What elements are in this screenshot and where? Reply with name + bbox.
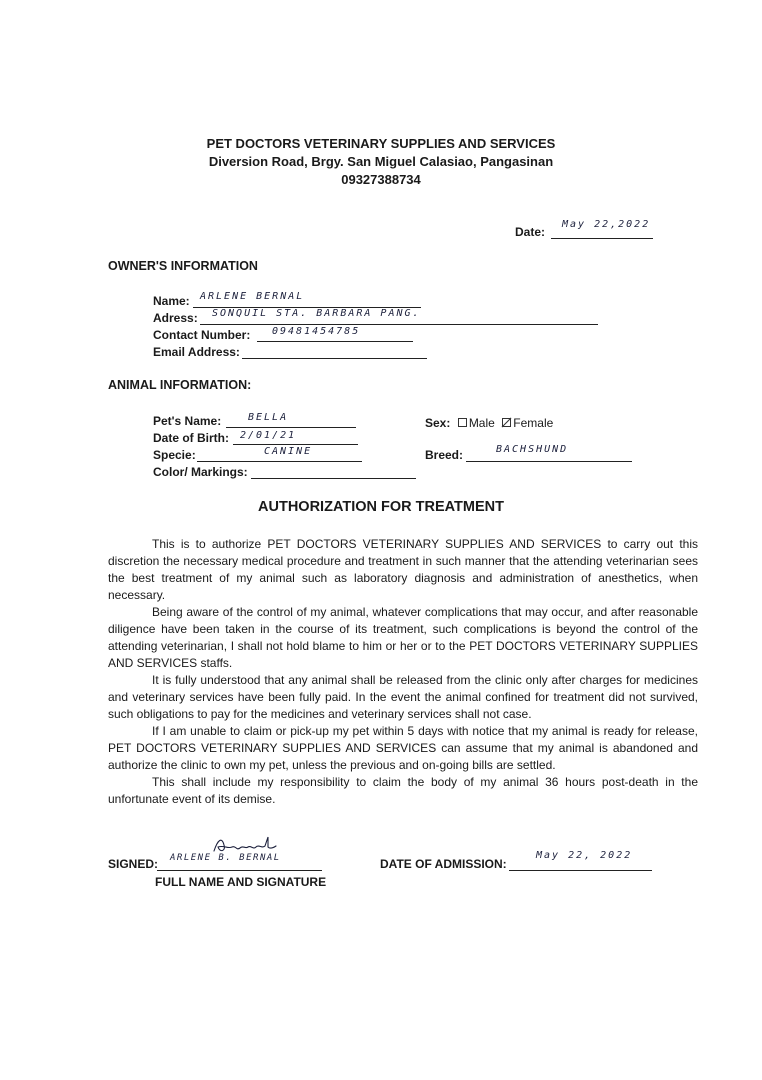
- dob-value: 2/01/21: [240, 430, 297, 441]
- pet-name-value: BELLA: [248, 412, 289, 423]
- clinic-name: PET DOCTORS VETERINARY SUPPLIES AND SERVICES: [206, 136, 556, 151]
- owner-section-title: OWNER'S INFORMATION: [108, 259, 258, 273]
- breed-label: Breed:: [425, 448, 464, 462]
- authorization-paragraph: This shall include my responsibility to claim the body of my animal 36 hours post-death in the unfortunate event of its demise.: [108, 775, 698, 806]
- owner-email-line: [242, 358, 427, 359]
- signed-label: SIGNED:: [108, 857, 159, 871]
- signature-line: [157, 870, 322, 871]
- authorization-paragraph: It is fully understood that any animal shall be released from the clinic only after charges for medicines and veterinary services have been fully paid. In the event the animal confined for treatment did not survived, such obligations to pay for the medicines and veterinary services shall not case.: [108, 673, 698, 721]
- sex-female-checkbox[interactable]: [502, 418, 511, 427]
- authorization-paragraph: This is to authorize PET DOCTORS VETERINARY SUPPLIES AND SERVICES to carry out this discretion the necessary medical procedure and treatment in such manner that the attending veterinarian sees the best treatment of my animal such as laboratory diagnosis and administration of anesthetics, when necessary.: [108, 537, 698, 602]
- admission-line: [509, 870, 652, 871]
- authorization-paragraph: Being aware of the control of my animal, whatever complications that may occur, and after reasonable diligence have been taken in the course of its treatment, such complications is beyond the control of the attending veterinarian, I shall not hold blame to him or her or to the PET DOCTORS VETERINARY SUPPLIES AND SERVICES staffs.: [108, 605, 698, 670]
- authorization-body: [108, 536, 698, 808]
- owner-name-label: Name:: [153, 294, 190, 308]
- owner-contact-line: [257, 341, 413, 342]
- specie-label: Specie:: [153, 448, 196, 462]
- owner-address-value: SONQUIL STA. BARBARA PANG.: [212, 308, 421, 319]
- breed-line: [466, 461, 632, 462]
- breed-value: BACHSHUND: [496, 444, 569, 455]
- specie-line: [197, 461, 362, 462]
- admission-label: DATE OF ADMISSION:: [380, 857, 507, 871]
- sex-female-label: Female: [513, 416, 554, 430]
- color-line: [251, 478, 416, 479]
- owner-address-line: [200, 324, 598, 325]
- pet-name-label: Pet's Name:: [153, 414, 222, 428]
- handwritten-signature: [210, 833, 280, 857]
- owner-contact-label: Contact Number:: [153, 328, 251, 342]
- animal-section-title: ANIMAL INFORMATION:: [108, 378, 252, 392]
- sex-label: Sex:: [425, 416, 451, 430]
- sex-field: [425, 414, 553, 432]
- dob-line: [233, 444, 358, 445]
- authorization-title: AUTHORIZATION FOR TREATMENT: [258, 499, 504, 515]
- pet-name-line: [226, 427, 356, 428]
- clinic-address: Diversion Road, Brgy. San Miguel Calasiao, Pangasinan: [208, 154, 554, 169]
- date-value: May 22,2022: [562, 219, 651, 230]
- dob-label: Date of Birth:: [153, 431, 229, 445]
- owner-name-value: ARLENE BERNAL: [200, 291, 305, 302]
- owner-email-label: Email Address:: [153, 345, 240, 359]
- authorization-paragraph: If I am unable to claim or pick-up my pet within 5 days with notice that my animal is ready for release, PET DOCTORS VETERINARY SUPPLIES AND SERVICES can assume that my animal is abandoned and authorize the clinic to own my pet, unless the previous and on-going bills are settled.: [108, 724, 698, 772]
- sex-male-label: Male: [468, 416, 495, 430]
- date-line: [551, 238, 653, 239]
- clinic-phone: 09327388734: [341, 172, 421, 187]
- color-label: Color/ Markings:: [153, 465, 248, 479]
- admission-value: May 22, 2022: [536, 850, 633, 861]
- sex-male-checkbox[interactable]: [458, 418, 467, 427]
- signed-value: ARLENE B. BERNAL: [170, 853, 281, 863]
- owner-address-label: Adress:: [153, 311, 198, 325]
- specie-value: CANINE: [264, 446, 313, 457]
- date-label: Date:: [515, 225, 546, 239]
- signature-caption: FULL NAME AND SIGNATURE: [155, 875, 327, 889]
- owner-contact-value: 09481454785: [272, 326, 361, 337]
